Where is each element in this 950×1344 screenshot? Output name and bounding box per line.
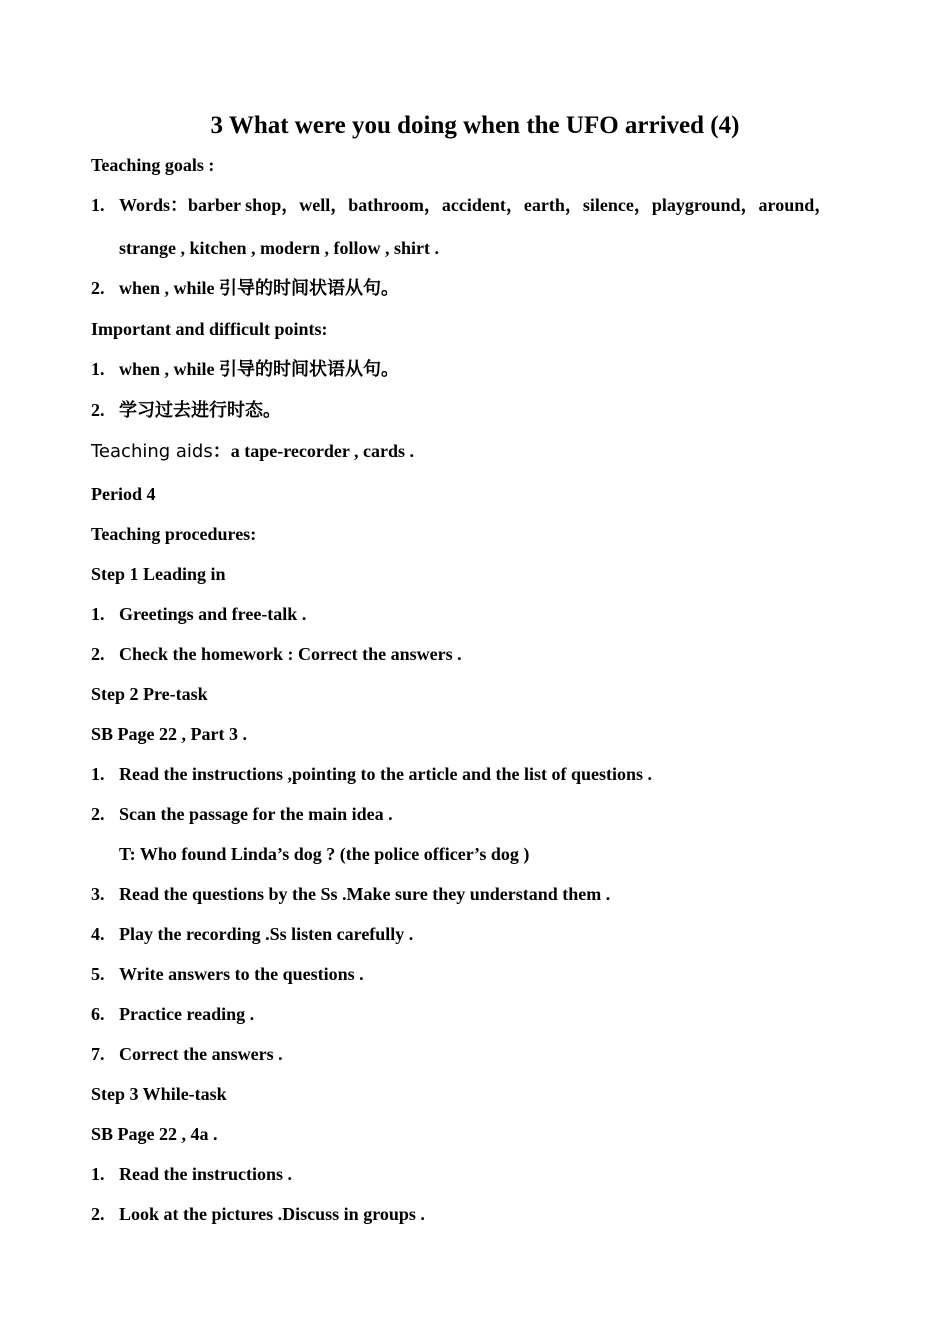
- step2-heading: Step 2 Pre-task: [91, 684, 208, 704]
- teaching-aids-value: ：a tape-recorder , cards .: [212, 441, 415, 461]
- list-item: Greetings and free-talk .: [119, 604, 307, 624]
- list-item: Practice reading .: [119, 1004, 255, 1024]
- list-number: 2.: [91, 804, 105, 824]
- teaching-aids-label: Teaching aids: [91, 441, 213, 462]
- list-number: 5.: [91, 964, 105, 984]
- list-item: 学习过去进行时态。: [119, 400, 281, 420]
- list-item: Read the instructions .: [119, 1164, 293, 1184]
- list-item: when , while 引导的时间状语从句。: [119, 278, 400, 298]
- list-number: 2.: [91, 1204, 105, 1224]
- list-item: Words：barber shop，well，bathroom，accident，earth，silence，playground，around，: [119, 195, 833, 215]
- list-item: Read the instructions ,pointing to the article and the list of questions .: [119, 764, 653, 784]
- teaching-goals-heading: Teaching goals :: [91, 155, 215, 175]
- list-item: Write answers to the questions .: [119, 964, 364, 984]
- list-number: 1.: [91, 359, 105, 379]
- list-item: Look at the pictures .Discuss in groups .: [119, 1204, 425, 1224]
- teaching-aids-line: [91, 439, 414, 464]
- list-number: 2.: [91, 400, 105, 420]
- list-item: Scan the passage for the main idea .: [119, 804, 393, 824]
- list-number: 1.: [91, 195, 105, 215]
- list-item: Correct the answers .: [119, 1044, 283, 1064]
- list-number: 1.: [91, 1164, 105, 1184]
- step3-reference: SB Page 22 , 4a .: [91, 1124, 218, 1144]
- step2-reference: SB Page 22 , Part 3 .: [91, 724, 247, 744]
- period-label: Period 4: [91, 484, 156, 504]
- page-title: 3 What were you doing when the UFO arrived (4): [210, 112, 740, 139]
- list-number: 2.: [91, 644, 105, 664]
- list-item: T: Who found Linda’s dog ? (the police officer’s dog ): [119, 844, 530, 864]
- list-number: 2.: [91, 278, 105, 298]
- list-number: 6.: [91, 1004, 105, 1024]
- list-item: Check the homework : Correct the answers .: [119, 644, 462, 664]
- list-number: 3.: [91, 884, 105, 904]
- step1-heading: Step 1 Leading in: [91, 564, 226, 584]
- procedures-heading: Teaching procedures:: [91, 524, 257, 544]
- list-number: 4.: [91, 924, 105, 944]
- step3-heading: Step 3 While-task: [91, 1084, 227, 1104]
- important-points-heading: Important and difficult points:: [91, 319, 328, 339]
- list-item: strange , kitchen , modern , follow , shirt .: [119, 238, 439, 258]
- list-item: Play the recording .Ss listen carefully .: [119, 924, 414, 944]
- list-item: when , while 引导的时间状语从句。: [119, 359, 400, 379]
- list-number: 1.: [91, 764, 105, 784]
- list-number: 1.: [91, 604, 105, 624]
- list-number: 7.: [91, 1044, 105, 1064]
- list-item: Read the questions by the Ss .Make sure they understand them .: [119, 884, 611, 904]
